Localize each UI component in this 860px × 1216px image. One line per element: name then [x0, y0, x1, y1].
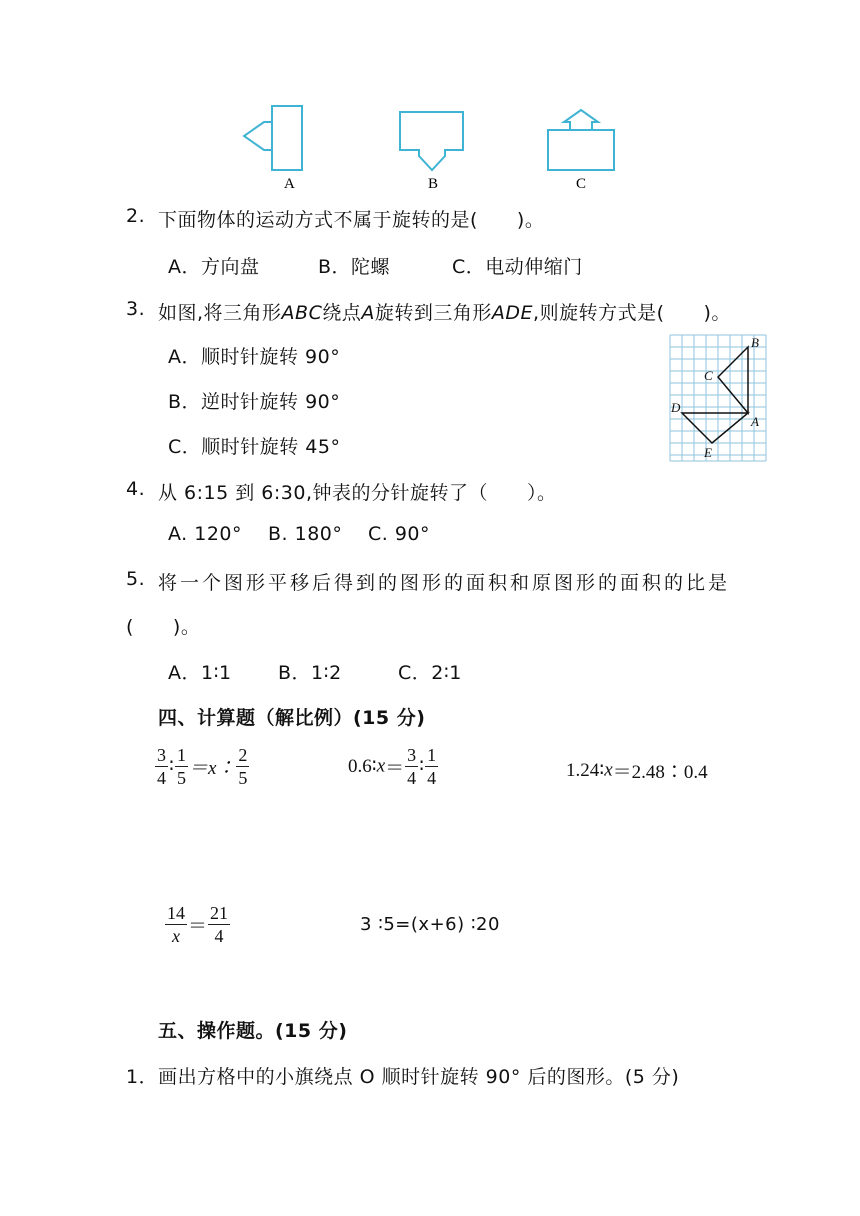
section5-q1: 1．画出方格中的小旗绕点 O 顺时针旋转 90° 后的图形。(5 分): [126, 1066, 680, 1088]
grid-label-c: C: [704, 368, 713, 383]
q3-number: 3.: [126, 298, 146, 320]
equation-4: $\frac{14}{x}$ ＝ $\frac{21}{4}$: [167, 903, 229, 946]
q3-option-c: C．顺时针旋转 45°: [168, 436, 341, 458]
q2-option-b: B．陀螺: [318, 256, 391, 278]
q5-option-b: B．1∶2: [278, 662, 342, 684]
grid-label-a: A: [751, 414, 759, 429]
equation-2: 0.6∶x＝ $\frac{3}{4}$ ∶ $\frac{1}{4}$: [348, 745, 437, 788]
q2-option-c: C．电动伸缩门: [452, 256, 583, 278]
shape-label-a: A: [284, 176, 295, 192]
grid-label-b: B: [751, 335, 759, 350]
section5-heading: 五、操作题。(15 分): [158, 1020, 348, 1042]
q5-option-a: A．1∶1: [168, 662, 232, 684]
q4-option-c: C. 90°: [368, 523, 431, 545]
shape-c: [548, 110, 614, 170]
q5-option-c: C．2∶1: [398, 662, 462, 684]
q3-question: 如图,将三角形ABC绕点A旋转到三角形ADE,则旋转方式是( )。: [158, 302, 731, 324]
triangle-ade: [682, 413, 748, 443]
q3-option-b: B．逆时针旋转 90°: [168, 391, 341, 413]
q2-option-a: A．方向盘: [168, 256, 260, 278]
q5-number: 5.: [126, 568, 146, 590]
triangle-abc: [718, 347, 748, 413]
q5-question-cont: ( )。: [126, 616, 201, 638]
grid-label-e: E: [704, 445, 712, 460]
q4-number: 4.: [126, 478, 146, 500]
shape-b: [400, 112, 463, 170]
shape-label-c: C: [576, 176, 587, 192]
rotation-grid-figure: [668, 333, 768, 465]
section4-heading: 四、计算题（解比例）(15 分): [158, 707, 426, 729]
equation-3: 1.24∶x＝2.48∶0.4: [566, 759, 708, 783]
shape-label-b: B: [428, 176, 439, 192]
q4-option-a: A. 120°: [168, 523, 243, 545]
q5-question: 将一个图形平移后得到的图形的面积和原图形的面积的比是: [158, 572, 731, 594]
equation-5: 3 ∶5=(x+6) ∶20: [360, 914, 500, 935]
q3-option-a: A．顺时针旋转 90°: [168, 346, 341, 368]
q4-option-b: B. 180°: [268, 523, 343, 545]
q4-question: 从 6:15 到 6:30,钟表的分针旋转了（ ）。: [158, 482, 557, 504]
q2-number: 2.: [126, 205, 146, 227]
equation-1: $\frac{3}{4}$ ∶ $\frac{1}{5}$ ＝x∶ $\frac{2}{5}$: [157, 745, 248, 788]
grid-label-d: D: [671, 400, 681, 415]
q2-question: 下面物体的运动方式不属于旋转的是( )。: [158, 209, 545, 231]
shape-options-figure: [230, 100, 630, 195]
